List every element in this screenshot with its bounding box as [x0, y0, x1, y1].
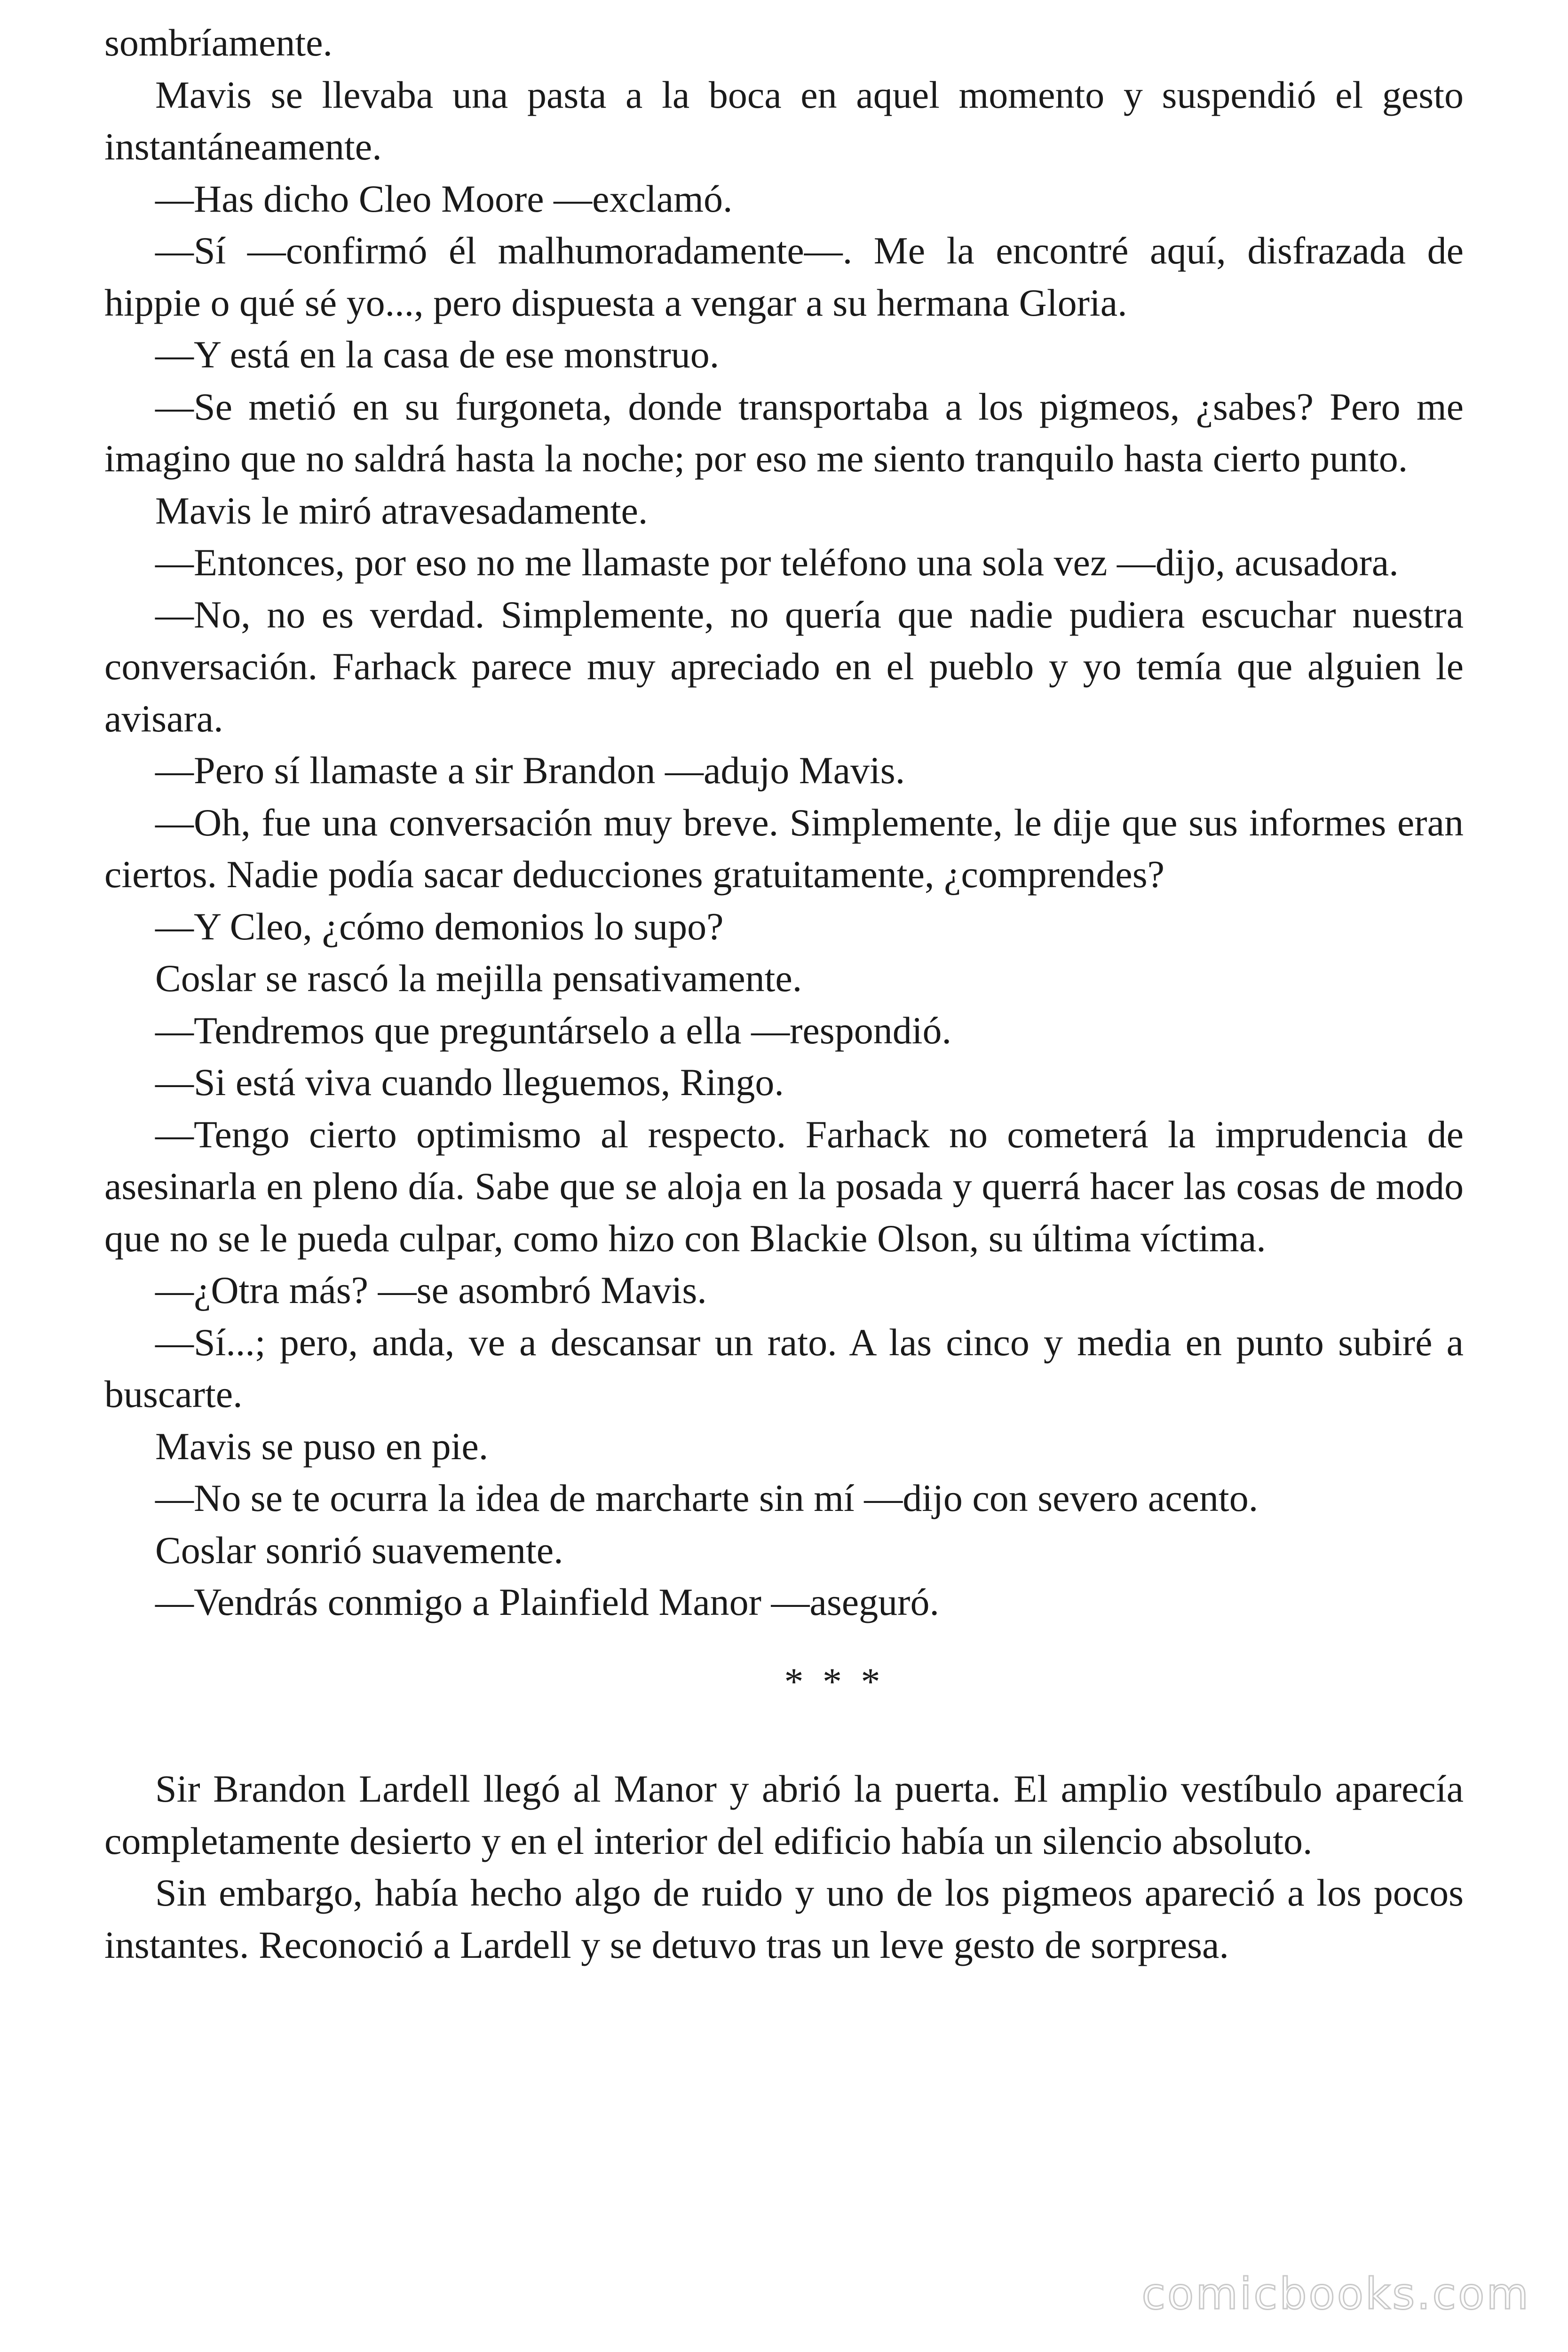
paragraph: —¿Otra más? —se asombró Mavis.: [155, 1269, 707, 1311]
paragraph: —Se metió en su furgoneta, donde transportaba a los pigmeos, ¿sabes? Pero me imagino que no saldrá hasta la noche; por eso me siento tranquilo hasta cierto punto.: [104, 385, 1464, 480]
paragraph: sombríamente.: [104, 21, 333, 64]
paragraph: —No, no es verdad. Simplemente, no quería que nadie pudiera escuchar nuestra conversación. Farhack parece muy apreciado en el pueblo y yo temía que alguien le avisara.: [104, 593, 1464, 740]
paragraph: —Entonces, por eso no me llamaste por teléfono una sola vez —dijo, acusadora.: [155, 541, 1399, 584]
paragraph: —Sí...; pero, anda, ve a descansar un rato. A las cinco y media en punto subiré a buscarte.: [104, 1320, 1464, 1415]
paragraph: Mavis se llevaba una pasta a la boca en aquel momento y suspendió el gesto instantáneamente.: [104, 73, 1464, 168]
paragraph: —Vendrás conmigo a Plainfield Manor —aseguró.: [155, 1581, 939, 1623]
section-separator: * * *: [784, 1660, 885, 1703]
paragraph: Coslar se rascó la mejilla pensativamente.: [155, 957, 802, 1000]
paragraph: Mavis se puso en pie.: [155, 1424, 489, 1468]
paragraph: —Tendremos que preguntárselo a ella —respondió.: [155, 1009, 951, 1052]
paragraph: —Has dicho Cleo Moore —exclamó.: [155, 177, 733, 220]
paragraph: —No se te ocurra la idea de marcharte sin mí —dijo con severo acento.: [155, 1477, 1259, 1519]
paragraph: Sir Brandon Lardell llegó al Manor y abrió la puerta. El amplio vestíbulo aparecía completamente desierto y en el interior del edificio había un silencio absoluto.: [104, 1767, 1464, 1862]
paragraph: —Tengo cierto optimismo al respecto. Farhack no cometerá la imprudencia de asesinarla en pleno día. Sabe que se aloja en la posada y querrá hacer las cosas de modo que no se le pueda culpar, como hizo con Blackie Olson, su última víctima.: [104, 1112, 1464, 1260]
page-body: [104, 17, 1464, 1971]
paragraph: —Y Cleo, ¿cómo demonios lo supo?: [155, 905, 724, 948]
watermark: comicbooks.com: [1141, 2269, 1530, 2319]
paragraph: —Oh, fue una conversación muy breve. Simplemente, le dije que sus informes eran ciertos. Nadie podía sacar deducciones gratuitamente, ¿comprendes?: [104, 801, 1464, 896]
paragraph: —Y está en la casa de ese monstruo.: [155, 333, 720, 376]
paragraph: Coslar sonrió suavemente.: [155, 1528, 563, 1572]
paragraph: —Si está viva cuando lleguemos, Ringo.: [155, 1061, 784, 1104]
paragraph: —Sí —confirmó él malhumoradamente—. Me la encontré aquí, disfrazada de hippie o qué sé yo..., pero dispuesta a vengar a su hermana Gloria.: [104, 229, 1464, 324]
paragraph: —Pero sí llamaste a sir Brandon —adujo Mavis.: [155, 749, 905, 792]
paragraph: Sin embargo, había hecho algo de ruido y uno de los pigmeos apareció a los pocos instantes. Reconoció a Lardell y se detuvo tras un leve gesto de sorpresa.: [104, 1871, 1464, 1966]
paragraph: Mavis le miró atravesadamente.: [155, 489, 648, 532]
